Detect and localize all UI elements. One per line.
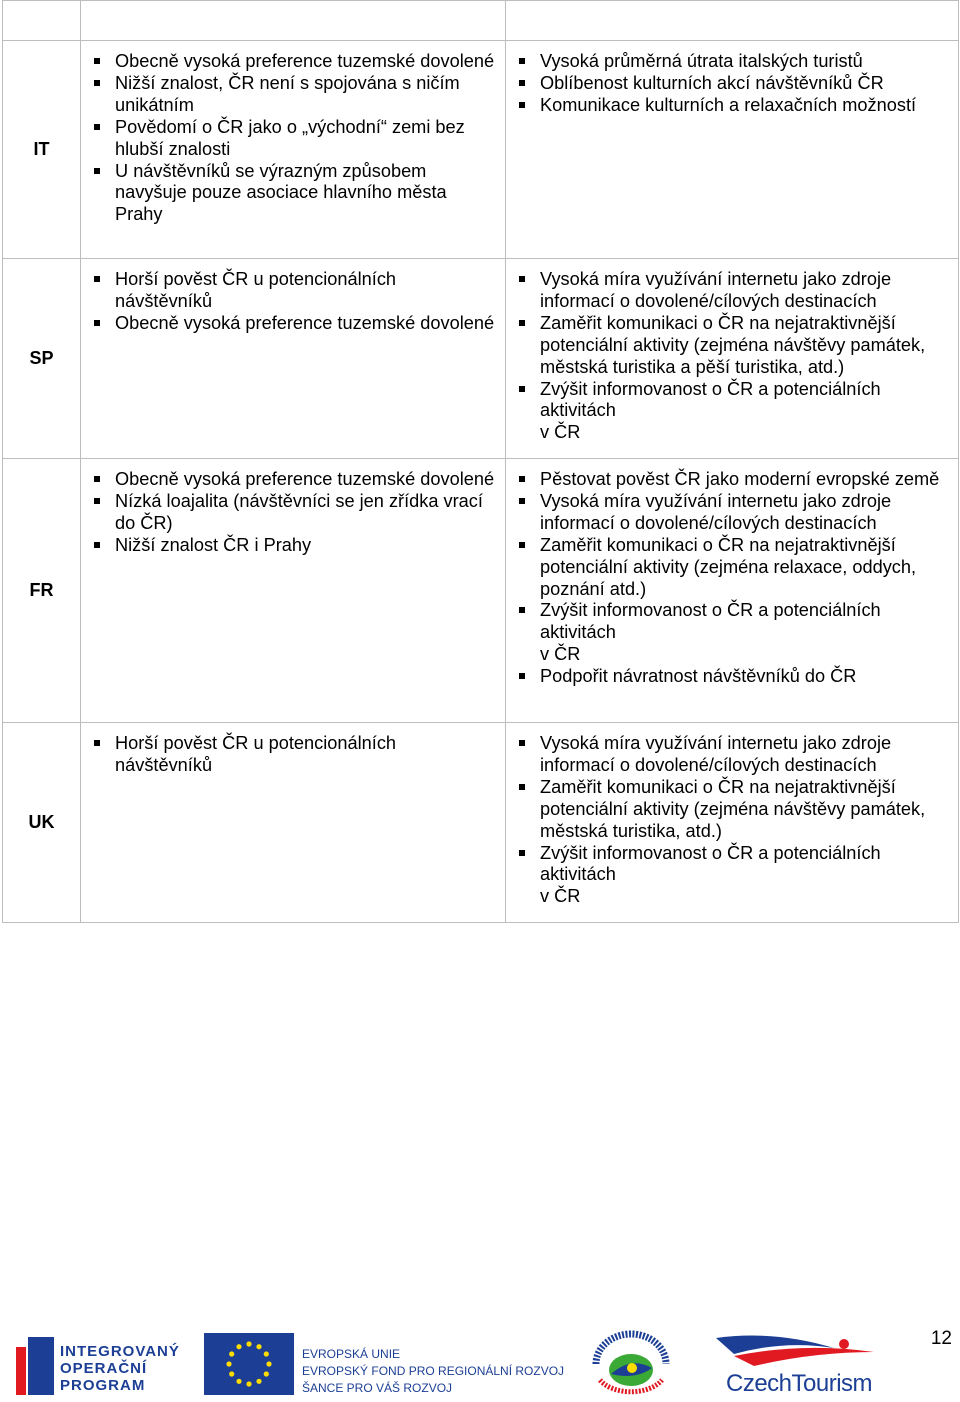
weaknesses-cell xyxy=(81,459,506,723)
page-number: 12 xyxy=(930,1328,952,1349)
weaknesses-list xyxy=(81,259,505,341)
country-code-cell: SP xyxy=(3,259,81,459)
list-item: Nízká loajalita (návštěvníci se jen zřídka vrací do ČR) xyxy=(115,491,495,535)
opportunities-cell xyxy=(506,41,959,259)
table-header-row xyxy=(3,1,959,41)
table-row xyxy=(3,259,959,459)
list-item: U návštěvníků se výrazným způsobem navyšuje pouze asociace hlavního města Prahy xyxy=(115,161,495,227)
weaknesses-list xyxy=(81,41,505,232)
list-item: Podpořit návratnost návštěvníků do ČR xyxy=(540,666,948,688)
list-item: Pěstovat pověst ČR jako moderní evropské země xyxy=(540,469,948,491)
opportunities-list xyxy=(506,459,958,694)
list-item: Obecně vysoká preference tuzemské dovolené xyxy=(115,312,495,333)
mmr-emblem-icon xyxy=(586,1330,676,1396)
iop-logo xyxy=(16,1333,194,1397)
opportunities-list xyxy=(506,259,958,450)
weaknesses-list xyxy=(81,459,505,563)
country-code-cell: FR xyxy=(3,459,81,723)
opportunities-cell xyxy=(506,259,959,459)
list-item: Horší pověst ČR u potencionálních návštěvníků xyxy=(115,733,495,777)
header-cell-empty xyxy=(506,1,959,41)
list-item: Nižší znalost ČR i Prahy xyxy=(115,535,495,557)
header-cell-empty xyxy=(81,1,506,41)
weaknesses-cell xyxy=(81,41,506,259)
iop-logo-blue-bar xyxy=(28,1337,54,1395)
table-row xyxy=(3,459,959,723)
eu-logo-text: EVROPSKÁ UNIE EVROPSKÝ FOND PRO REGIONÁLNÍ ROZVOJ ŠANCE PRO VÁŠ ROZVOJ xyxy=(302,1347,565,1395)
list-item: Vysoká průměrná útrata italských turistů xyxy=(540,51,948,73)
list-item: Nižší znalost, ČR není s spojována s ničím unikátním xyxy=(115,73,495,117)
opportunities-list xyxy=(506,41,958,123)
list-item: Obecně vysoká preference tuzemské dovolené xyxy=(115,469,495,489)
country-code-cell: UK xyxy=(3,723,81,923)
list-item: Oblíbenost kulturních akcí návštěvníků ČR xyxy=(540,73,948,95)
iop-logo-red-bar xyxy=(16,1347,26,1395)
list-item: Zaměřit komunikaci o ČR na nejatraktivnější potenciální aktivity (zejména návštěvy památek, městská turistika a pěší turistika, atd.) xyxy=(540,313,948,379)
list-item: Komunikace kulturních a relaxačních možností xyxy=(540,95,948,117)
list-item: Obecně vysoká preference tuzemské dovolené xyxy=(115,51,495,71)
header-cell-empty xyxy=(3,1,81,41)
eu-stars-icon xyxy=(204,1333,294,1395)
mmr-logo xyxy=(586,1330,676,1396)
list-item: Horší pověst ČR u potencionálních návštěvníků xyxy=(115,269,495,313)
list-item: Povědomí o ČR jako o „východní“ zemi bez hlubší znalosti xyxy=(115,117,495,161)
weaknesses-cell xyxy=(81,723,506,923)
list-item: Zvýšit informovanost o ČR a potenciálních aktivitách v ČR xyxy=(540,843,948,909)
opportunities-list xyxy=(506,723,958,914)
list-item: Zaměřit komunikaci o ČR na nejatraktivnější potenciální aktivity (zejména relaxace, oddych, poznání atd.) xyxy=(540,535,948,601)
list-item: Zaměřit komunikaci o ČR na nejatraktivnější potenciální aktivity (zejména návštěvy památek, městská turistika, atd.) xyxy=(540,777,948,843)
opportunities-cell xyxy=(506,459,959,723)
eu-flag-logo xyxy=(204,1333,294,1395)
list-item: Zvýšit informovanost o ČR a potenciálních aktivitách v ČR xyxy=(540,379,948,445)
iop-logo-text: INTEGROVANÝ OPERAČNÍ PROGRAM xyxy=(60,1343,180,1394)
list-item: Vysoká míra využívání internetu jako zdroje informací o dovolené/cílových destinacích xyxy=(540,733,948,777)
country-code-cell: IT xyxy=(3,41,81,259)
table-row xyxy=(3,723,959,923)
table-row xyxy=(3,41,959,259)
weaknesses-list xyxy=(81,723,505,783)
list-item: Zvýšit informovanost o ČR a potenciálních aktivitách v ČR xyxy=(540,600,948,666)
list-item: Vysoká míra využívání internetu jako zdroje informací o dovolené/cílových destinacích xyxy=(540,491,948,535)
czechtourism-swoosh-icon xyxy=(714,1330,880,1370)
opportunities-cell xyxy=(506,723,959,923)
list-item: Vysoká míra využívání internetu jako zdroje informací o dovolené/cílových destinacích xyxy=(540,269,948,313)
swot-country-table xyxy=(2,0,959,923)
czechtourism-logo-text: CzechTourism xyxy=(726,1370,873,1397)
weaknesses-cell xyxy=(81,259,506,459)
czechtourism-logo xyxy=(714,1330,880,1398)
